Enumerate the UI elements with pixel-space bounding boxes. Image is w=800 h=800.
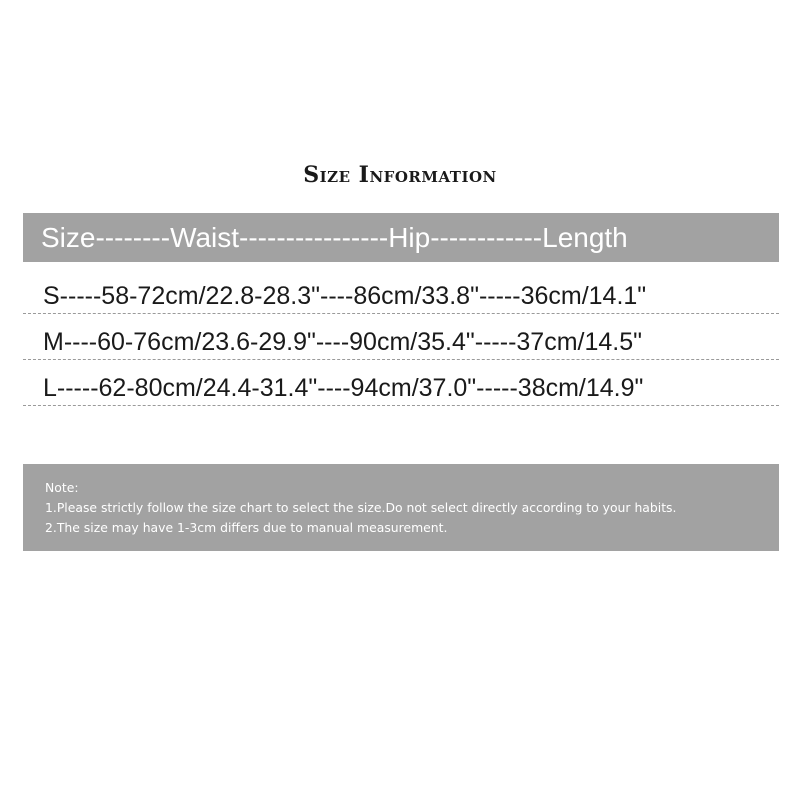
note-box [23,464,779,551]
size-table-header: Size--------Waist----------------Hip------------Length [23,213,779,262]
size-row-m: M----60-76cm/23.6-29.9"----90cm/35.4"-----37cm/14.5" [23,314,779,360]
note-line-1: 1.Please strictly follow the size chart to select the size.Do not select directly according to your habits. [45,500,677,515]
size-row-s: S-----58-72cm/22.8-28.3"----86cm/33.8"-----36cm/14.1" [23,268,779,314]
size-row-l: L-----62-80cm/24.4-31.4"----94cm/37.0"-----38cm/14.9" [23,360,779,406]
note-line-2: 2.The size may have 1-3cm differs due to manual measurement. [45,520,448,535]
page-title: Size Information [303,162,497,188]
note-heading: Note: [45,480,79,495]
size-table [23,268,779,406]
